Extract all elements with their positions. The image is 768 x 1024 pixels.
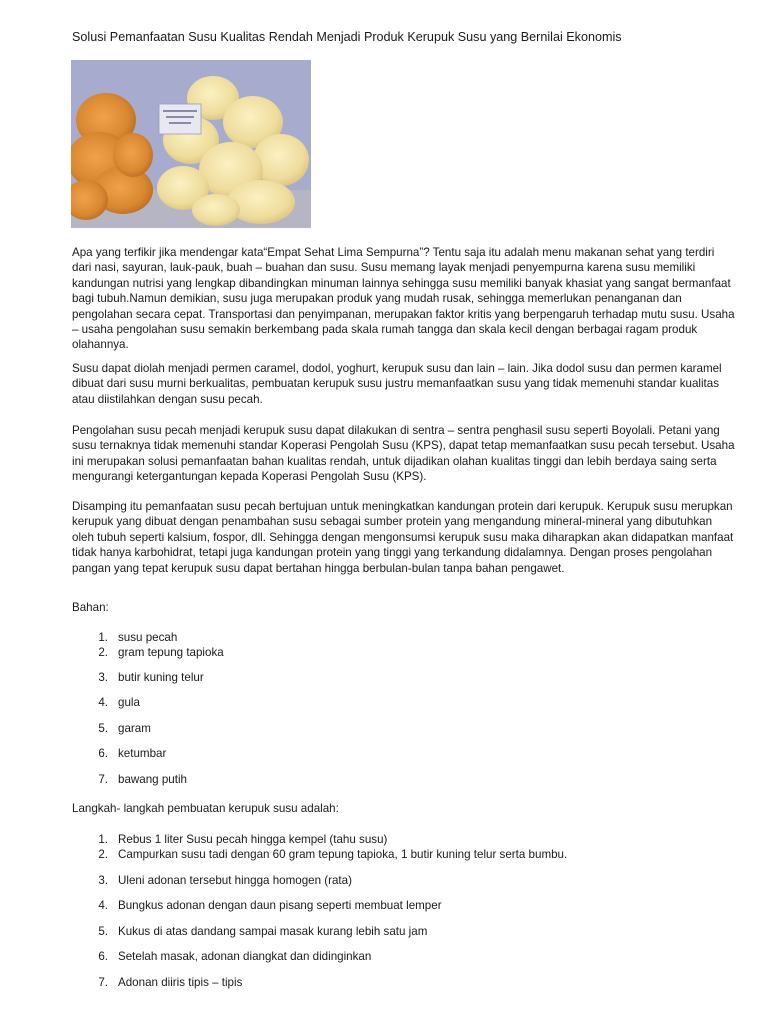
list-text: gram tepung tapioka [118, 646, 224, 659]
list-number: 2. [98, 848, 108, 861]
list-number: 3. [98, 671, 108, 684]
langkah-list [72, 832, 712, 1002]
kerupuk-photo [71, 60, 311, 228]
bahan-list [72, 630, 672, 790]
list-text: Bungkus adonan dengan daun pisang seperti membuat lemper [118, 899, 442, 912]
paragraph-4: Disamping itu pemanfaatan susu pecah bertujuan untuk meningkatkan kandungan protein dari kerupuk. Kerupuk susu merupkan kerupuk yang dibuat dengan penambahan susu sebagai sumber protein yang mengandung mineral-mineral yang dibutuhkan oleh tubuh seperti kalsium, fospor, dll. Sehingga dengan mengonsumsi kerupuk susu maka diharapkan akan didapatkan manfaat tidak hanya karbohidrat, tetapi juga kandungan protein yang tinggi yang terkandung didalamnya. Dengan proses pengolahan pangan yang tepat kerupuk susu dapat bertahan hingga berbulan-bulan tanpa bahan pengawet. [72, 500, 734, 575]
list-number: 4. [98, 696, 108, 709]
list-text: Kukus di atas dandang sampai masak kurang lebih satu jam [118, 925, 428, 938]
list-text: Uleni adonan tersebut hingga homogen (rata) [118, 874, 352, 887]
document-title: Solusi Pemanfaatan Susu Kualitas Rendah Menjadi Produk Kerupuk Susu yang Bernilai Ekonomis [72, 30, 622, 44]
list-text: butir kuning telur [118, 671, 204, 684]
list-text: bawang putih [118, 773, 187, 786]
list-text: Setelah masak, adonan diangkat dan didinginkan [118, 950, 372, 963]
langkah-heading: Langkah- langkah pembuatan kerupuk susu adalah: [72, 802, 339, 815]
list-number: 3. [98, 874, 108, 887]
list-text: Campurkan susu tadi dengan 60 gram tepung tapioka, 1 butir kuning telur serta bumbu. [118, 848, 568, 861]
list-number: 6. [98, 950, 108, 963]
list-text: Adonan diiris tipis – tipis [118, 976, 243, 989]
list-number: 2. [98, 646, 108, 659]
list-text: garam [118, 722, 151, 735]
paragraph-1: Apa yang terfikir jika mendengar kata“Empat Sehat Lima Sempurna”? Tentu saja itu adalah menu makanan sehat yang terdiri dari nasi, sayuran, lauk-pauk, buah – buahan dan susu. Susu memang layak menjadi penyempurna karena susu memiliki kandungan nutrisi yang lengkap dibandingkan minuman lainnya sehingga susu memiliki banyak khasiat yang sangat bermanfaat bagi tubuh.Namun demikian, susu juga merupakan produk yang mudah rusak, sehingga memerlukan penanganan dan pengolahan secara cepat. Transportasi dan penyimpanan, merupakan faktor kritis yang berpengaruh terhadap mutu susu. Usaha – usaha pengolahan susu semakin berkembang pada skala rumah tangga dan skala kecil dengan berbagai ragam produk olahannya. [72, 246, 735, 352]
list-number: 7. [98, 773, 108, 786]
list-number: 5. [98, 925, 108, 938]
product-label-card [159, 104, 201, 134]
list-text: susu pecah [118, 631, 178, 644]
paragraph-3: Pengolahan susu pecah menjadi kerupuk susu dapat dilakukan di sentra – sentra penghasil susu seperti Boyolali. Petani yang susu ternaknya tidak memenuhi standar Koperasi Pengolah Susu (KPS), dapat tetap memanfaatkan susu pecah tersebut. Usaha ini merupakan solusi pemanfaatan bahan kualitas rendah, untuk dijadikan olahan kualitas tinggi dan lebih berdaya saing serta mengurangi ketergantungan kepada Koperasi Pengolah Susu (KPS). [72, 424, 735, 484]
list-text: ketumbar [118, 747, 167, 760]
bahan-heading: Bahan: [72, 601, 109, 614]
list-number: 1. [98, 631, 108, 644]
paragraph-2: Susu dapat diolah menjadi permen caramel, dodol, yoghurt, kerupuk susu dan lain – lain. Jika dodol susu dan permen karamel dibuat dari susu murni berkualitas, pembuatan kerupuk susu justru memanfaatkan susu yang tidak memenuhi standar kualitas atau diistilahkan dengan susu pecah. [72, 362, 722, 406]
kerupuk-photo-drawing [71, 60, 311, 228]
list-number: 7. [98, 976, 108, 989]
list-number: 6. [98, 747, 108, 760]
list-number: 4. [98, 899, 108, 912]
list-number: 1. [98, 833, 108, 846]
list-text: Rebus 1 liter Susu pecah hingga kempel (tahu susu) [118, 833, 388, 846]
list-text: gula [118, 696, 140, 709]
list-number: 5. [98, 722, 108, 735]
